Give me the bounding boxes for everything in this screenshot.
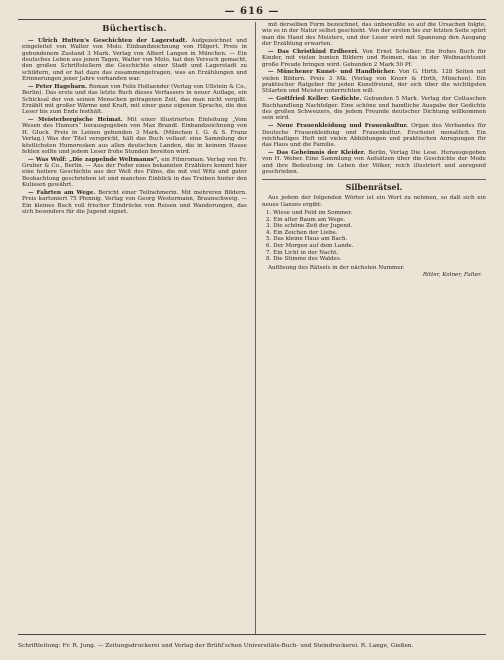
left-column — [22, 22, 247, 634]
review-text: Von G. Hirth. 128 Seiten mit vielen Bildern. Preis 3 Mk. (Verlag von Knorr & Hirth, München). Ein praktischer Ratgeber für jeden Kunstfreund, der sich über die wichtigsten Stilarten und Meister unterrichten will. — [262, 69, 486, 95]
review-entry — [22, 117, 247, 155]
column-divider — [255, 22, 256, 634]
review-text: Roman von Felix Hollaender (Verlag von Ullstein & Co., Berlin). Das erste und das letzte Buch dieses Verfassers in neuer Auflage, ein Schicksal der von seinen Menschen getragenen Zeit, das man nicht vergißt. Erzählt mit großer Wärme und Kraft, mit einer ganz eigenen Sprache, die den Leser bis zum Ende festhält. — [22, 83, 247, 116]
right-column — [262, 22, 486, 634]
review-entry — [22, 38, 247, 82]
riddle-item: 6. Der Morgen auf dem Lande. — [266, 243, 354, 250]
review-entry — [262, 150, 486, 175]
riddle-item: 5. Das kleine Haus am Bach. — [266, 236, 348, 243]
bottom-rule — [18, 634, 486, 635]
riddle-item: 3. Die schöne Zeit der Jugend. — [266, 223, 353, 230]
review-title: — Meisterbergische Heimat. — [28, 117, 123, 124]
riddle-item: 4. Ein Zeichen der Liebe. — [266, 229, 338, 236]
riddle-solution-note: Auflösung des Rätsels in der nächsten Nummer. — [268, 264, 405, 271]
section-title: Büchertisch. — [102, 24, 167, 34]
riddle-heading: Silbenrätsel. — [345, 182, 403, 193]
review-title: — Das Christkind Erdbeeri. — [268, 48, 359, 55]
review-entry — [262, 96, 486, 121]
review-entry — [22, 84, 247, 116]
imprint: Schriftleitung: Fr. R. Jung. — Zeitungsdruckerei und Verlag der Brühl'schen Universitäts-Buch- und Steindruckerei. R. Lange, Gießen. — [18, 643, 414, 649]
review-text: Mit einer illustrierten Einleitung „Vom Wesen des Humors“ herausgegeben von Max Brandl. Einbandzeichnung von H. Gluck. Preis in Leinen gebunden 3 Mark. (München I. G. & S. Franz Verlag.) Was der Titel verspricht, hält das Buch vollauf: eine Sammlung der köstlichsten Humoresken aus allen deutschen Landen, die in keinem Hause fehlen sollte und jedem Leser frohe Stunden bereiten wird. — [22, 117, 247, 155]
review-text: ein Filmroman. Verlag von Fr. Gruber & Co., Berlin. — Aus der Feder eines bekannten Erzählers kommt hier eine heitere Geschichte aus der Welt des Films, die mit viel Witz und guter Beobachtung geschrieben ist und manchen Einblick in das Treiben hinter den Kulissen gewährt. — [22, 156, 247, 189]
review-title: — Was Wolf: „Die zappelnde Weltmanns“, — [28, 156, 160, 163]
review-entry — [262, 49, 486, 68]
review-text: Von Ernst Schelker. Ein frohes Buch für Kinder, mit vielen bunten Bildern und Reimen, das in der Weihnachtszeit große Freude bringen wird. Gebunden 2 Mark 50 Pf. — [262, 48, 486, 68]
review-title: — Das Geheimnis der Kleider. — [268, 150, 366, 157]
continued-review-text: mit derselben Form bezeichnet, das unbewußte so auf die Ursachen folgte, wie es in der Natur selbst geschieht. Von der ersten bis zur letzten Seite spürt man die Hand des Meisters, und der Leser wird mit Spannung den Ausgang der Erzählung erwarten. — [262, 22, 486, 48]
riddle-list — [262, 210, 486, 263]
review-entry — [22, 190, 247, 215]
riddle-item: 1. Wiese und Feld im Sommer. — [266, 210, 353, 217]
review-text: Berlin, Verlag Die Lese. Herausgegeben von H. Weber. Eine Sammlung von Aufsätzen über die Geschichte der Mode und ihre Bedeutung im Leben der Völker, reich illustriert und anregend geschrieben. — [262, 150, 486, 176]
review-title: — Fahrten am Wege. — [28, 189, 96, 196]
riddle-item: 2. Ein alter Baum am Wege. — [266, 216, 346, 223]
review-title: — Ulrich Hutten's Geschichten der Lagerstadt. — [28, 38, 188, 44]
review-text: Aufgezeichnet und eingeleitet von Walter von Molo. Einbandzeichnung von Hilgert. Preis in gebundenem Zustand 3 Mark. Verlag von Albert Langen in München. — Ein deutsches Leben aus jenen Tagen, Walter von Molo, hat den Versuch gemacht, den großen Schriftstellern die Geschichte einer Stadt und Lagerstadt zu schildern, und er hat dazu das zusammengetragen, was an Erzählungen und Erinnerungen jener Jahre vorhanden war. — [22, 38, 247, 83]
review-entry — [262, 123, 486, 148]
riddle-divider — [262, 179, 486, 180]
review-title: — Neue Frauenkleidung und Frauenkultur. — [268, 123, 408, 130]
review-text: Organ des Verbandes für Deutsche Frauenkleidung und Frauenkultur. Erscheint monatlich. Ein reichhaltiges Heft mit vielen Abbildungen und praktischen Anregungen für das Haus und die Familie. — [262, 123, 486, 149]
riddle-item: 8. Die Stimme des Waldes. — [266, 256, 342, 263]
review-text: Gebunden 5 Mark. Verlag der Cottaschen Buchhandlung Nachfolger. Eine schöne und handliche Ausgabe der Gedichte des großen Schweizers, die jedem Freunde deutscher Dichtung willkommen sein wird. — [262, 96, 486, 122]
riddle-item: 7. Ein Licht in der Nacht. — [266, 249, 339, 256]
review-title: — Peter Hagebarn. — [28, 83, 88, 90]
page-number: — 616 — — [224, 6, 280, 17]
review-title: — Münchener Kunst- und Handbücher. — [268, 69, 396, 76]
review-entry — [22, 157, 247, 189]
riddle-credit: Ritter, Kolner, Falter. — [422, 272, 482, 279]
top-rule — [18, 19, 486, 20]
review-text: Bericht einer Teilnehmerin. Mit mehreren Bildern. Preis kartoniert 75 Pfennig. Verlag von Georg Westermann, Braunschweig. — Ein kleines Buch voll frischer Eindrücke von Reisen und Wanderungen, das sich besonders für die Jugend eignet. — [22, 189, 247, 215]
review-title: — Gottfried Keller: Gedichte. — [268, 96, 362, 103]
riddle-intro: Aus jedem der folgenden Wörter ist ein Wort zu nehmen, so daß sich ein neues Ganzes ergibt: — [262, 195, 486, 208]
review-entry — [262, 69, 486, 94]
